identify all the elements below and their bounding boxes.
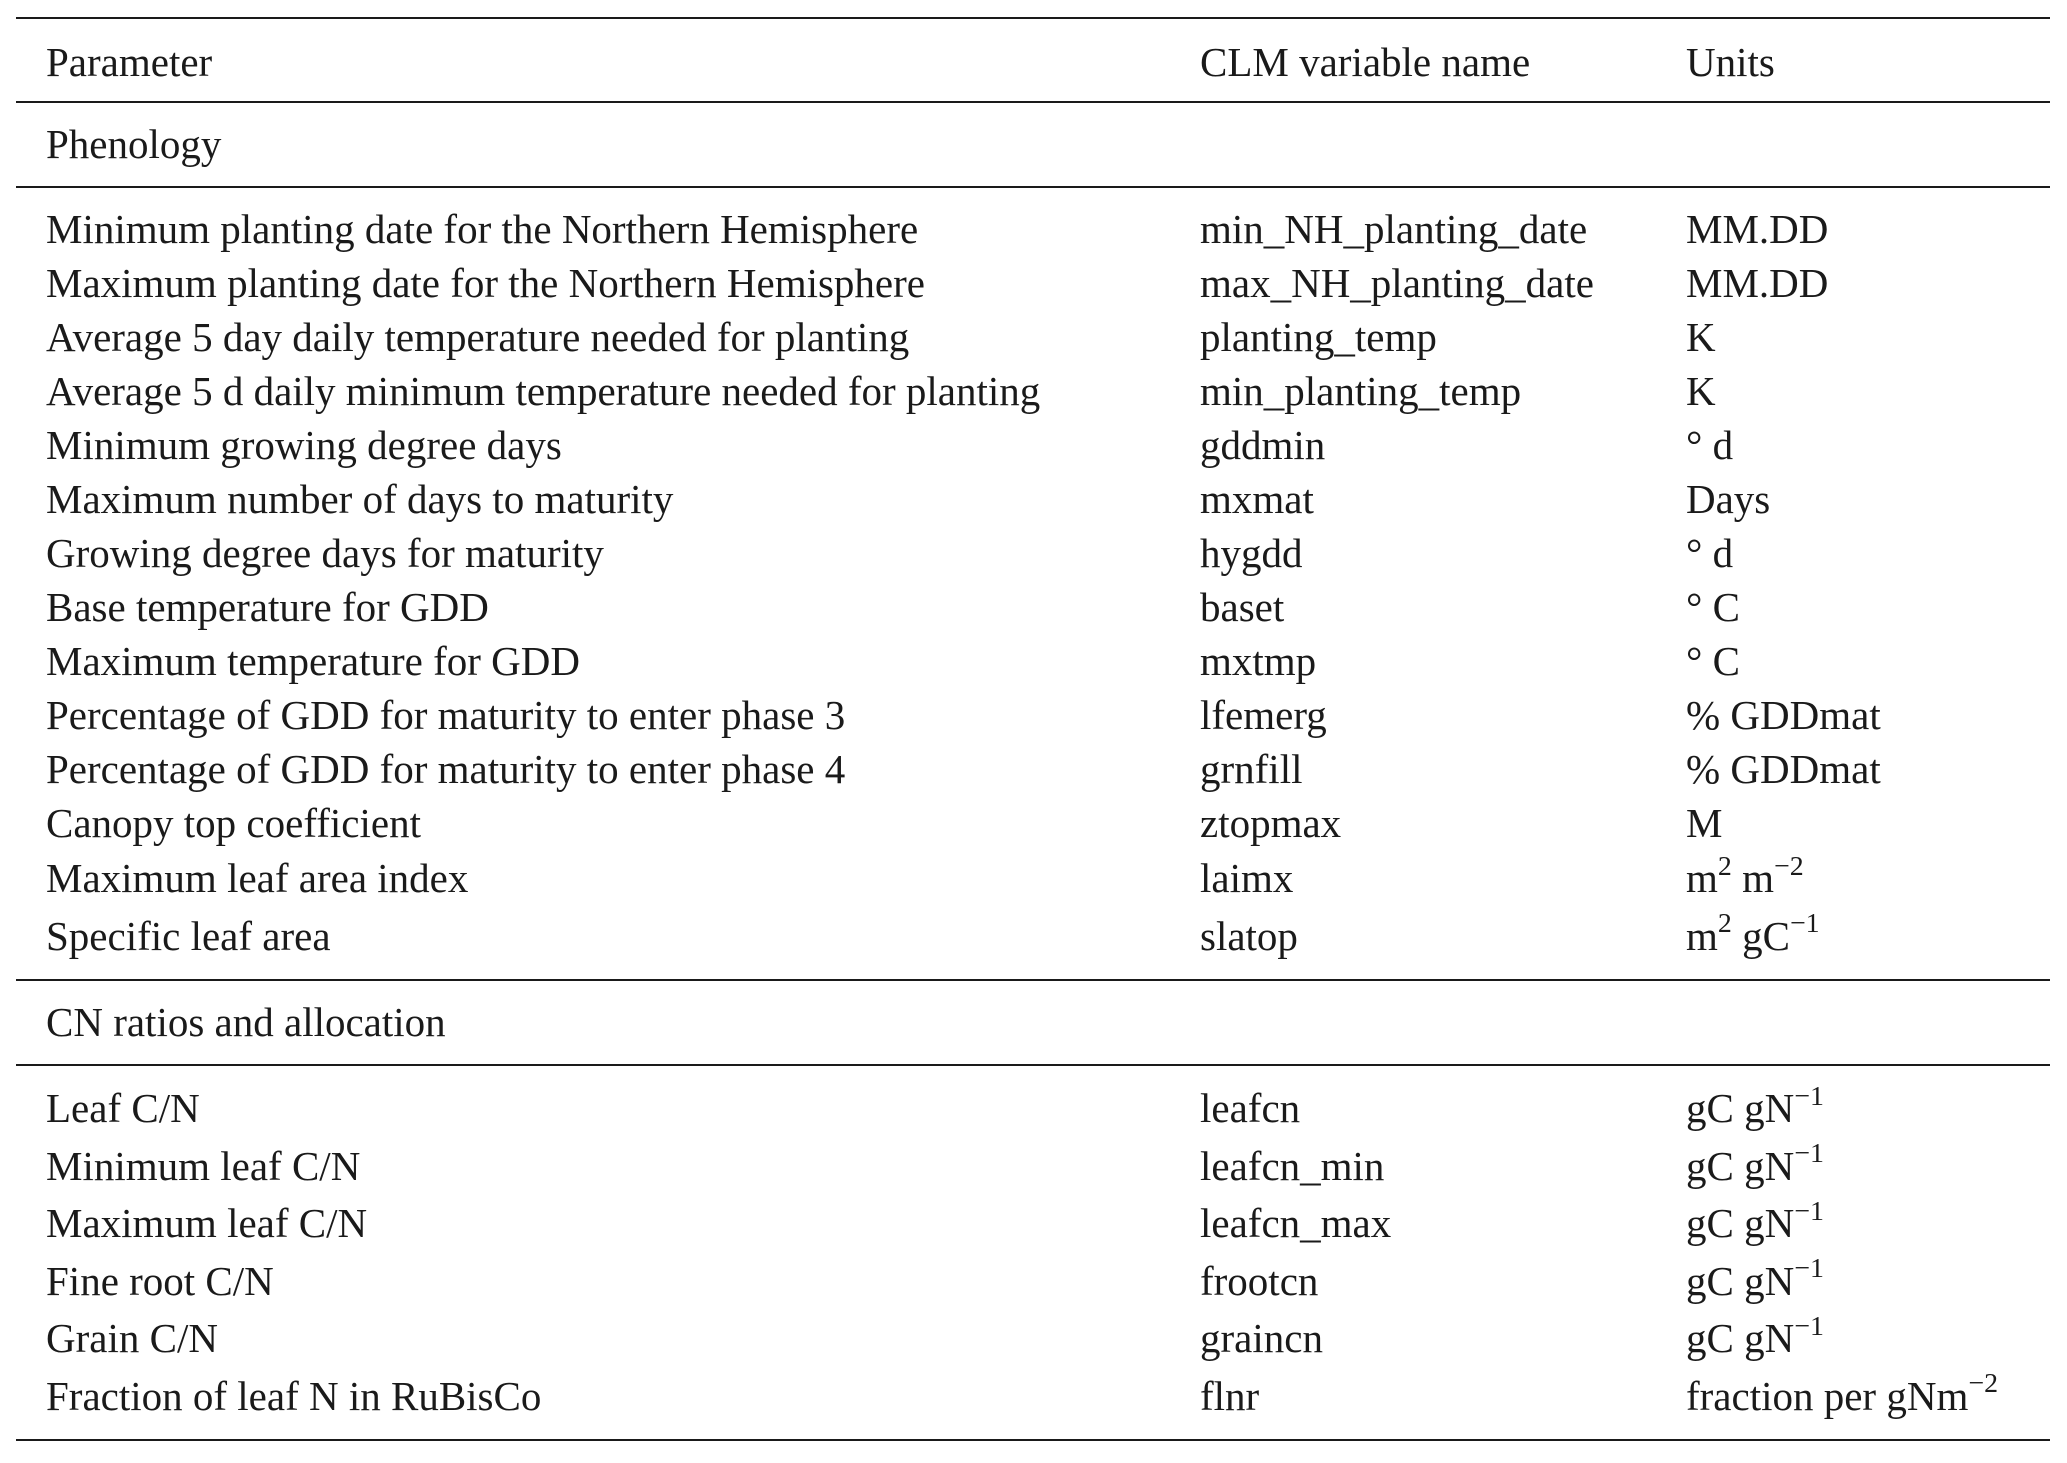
- cell-variable-name: graincn: [1200, 1315, 1323, 1362]
- cell-parameter: Grain C/N: [46, 1315, 218, 1362]
- cell-parameter: Average 5 d daily minimum temperature needed for planting: [46, 367, 1041, 414]
- table-row: [16, 688, 2050, 742]
- cell-parameter: Maximum temperature for GDD: [46, 637, 580, 684]
- section-title: Phenology: [16, 102, 2050, 187]
- cell-parameter: Maximum leaf area index: [46, 855, 469, 902]
- section-end-rule: [16, 965, 2050, 980]
- cell-variable-name: slatop: [1200, 912, 1298, 959]
- cell-units: [1686, 1310, 2050, 1368]
- cell-units: [1686, 1080, 2050, 1138]
- cell-units: K: [1686, 367, 1716, 414]
- cell-variable-name: flnr: [1200, 1372, 1260, 1419]
- cell-units: MM.DD: [1686, 205, 1829, 252]
- cell-parameter: Fraction of leaf N in RuBisCo: [46, 1372, 542, 1419]
- cell-parameter: Minimum leaf C/N: [46, 1142, 361, 1189]
- table-header-row: [16, 18, 2050, 102]
- units-exponent: −2: [1968, 1368, 1999, 1400]
- cell-parameter: Leaf C/N: [46, 1085, 200, 1132]
- cell-variable-name: min_planting_temp: [1200, 367, 1522, 414]
- cell-parameter: Maximum number of days to maturity: [46, 475, 674, 522]
- cell-units: M: [1686, 799, 1723, 846]
- cell-variable-name: leafcn_max: [1200, 1200, 1392, 1247]
- table-row: [16, 256, 2050, 310]
- cell-units: [1686, 908, 2050, 966]
- units-exponent: −1: [1794, 1310, 1824, 1342]
- cell-variable-name: gddmin: [1200, 421, 1326, 468]
- cell-units: [1686, 1138, 2050, 1196]
- table-row: [16, 742, 2050, 796]
- spacer-cell: [16, 187, 2050, 202]
- table-row: [16, 472, 2050, 526]
- cell-parameter: Fine root C/N: [46, 1257, 274, 1304]
- cell-units: [1686, 1253, 2050, 1311]
- units-exponent: −1: [1794, 1195, 1824, 1227]
- cell-parameter: Maximum leaf C/N: [46, 1200, 368, 1247]
- units-base: gC gN: [1686, 1200, 1795, 1247]
- table-body: [16, 102, 2050, 1440]
- cell-parameter: Percentage of GDD for maturity to enter phase 3: [46, 691, 846, 738]
- spacer-row: [16, 187, 2050, 202]
- section-title: CN ratios and allocation: [16, 980, 2050, 1065]
- spacer-row: [16, 1065, 2050, 1080]
- cell-units: ° C: [1686, 637, 1740, 684]
- cell-variable-name: lfemerg: [1200, 691, 1327, 738]
- spacer-cell: [16, 1425, 2050, 1440]
- units-base: gC: [1731, 912, 1790, 959]
- cell-variable-name: baset: [1200, 583, 1285, 630]
- cell-parameter: Base temperature for GDD: [46, 583, 489, 630]
- units-exponent: −1: [1789, 908, 1820, 940]
- cell-parameter: Canopy top coefficient: [46, 799, 421, 846]
- cell-variable-name: planting_temp: [1200, 313, 1437, 360]
- units-exponent: 2: [1717, 850, 1732, 882]
- section-end-rule: [16, 1425, 2050, 1440]
- units-exponent: −2: [1774, 850, 1804, 882]
- table-row: [16, 1310, 2050, 1368]
- table-row: [16, 1253, 2050, 1311]
- cell-variable-name: min_NH_planting_date: [1200, 205, 1588, 252]
- section-header-row: [16, 102, 2050, 187]
- cell-units: K: [1686, 313, 1716, 360]
- table-row: [16, 1368, 2050, 1426]
- units-base: m: [1731, 855, 1774, 902]
- table-row: [16, 364, 2050, 418]
- table-row: [16, 908, 2050, 966]
- table-row: [16, 796, 2050, 850]
- cell-parameter: Minimum growing degree days: [46, 421, 562, 468]
- cell-units: ° d: [1686, 421, 1734, 468]
- parameter-table-container: [16, 17, 2050, 1441]
- table-row: [16, 1138, 2050, 1196]
- table-row: [16, 850, 2050, 908]
- units-base: m: [1686, 855, 1718, 902]
- units-base: m: [1686, 912, 1718, 959]
- table-row: [16, 1195, 2050, 1253]
- cell-variable-name: laimx: [1200, 855, 1294, 902]
- units-exponent: 2: [1717, 908, 1732, 940]
- cell-parameter: Minimum planting date for the Northern Hemisphere: [46, 205, 919, 252]
- cell-parameter: Percentage of GDD for maturity to enter phase 4: [46, 745, 846, 792]
- units-base: gC gN: [1686, 1142, 1795, 1189]
- cell-units: [1686, 1368, 2050, 1426]
- cell-units: ° d: [1686, 529, 1734, 576]
- cell-parameter: Average 5 day daily temperature needed for planting: [46, 313, 910, 360]
- cell-variable-name: max_NH_planting_date: [1200, 259, 1594, 306]
- table-row: [16, 634, 2050, 688]
- units-base: gC gN: [1686, 1085, 1795, 1132]
- section-header-row: [16, 980, 2050, 1065]
- cell-units: % GDDmat: [1686, 691, 1881, 738]
- cell-variable-name: grnfill: [1200, 745, 1303, 792]
- units-base: gC gN: [1686, 1315, 1795, 1362]
- cell-variable-name: leafcn: [1200, 1085, 1301, 1132]
- units-base: gC gN: [1686, 1257, 1795, 1304]
- cell-variable-name: mxmat: [1200, 475, 1314, 522]
- cell-variable-name: hygdd: [1200, 529, 1303, 576]
- table-row: [16, 526, 2050, 580]
- units-exponent: −1: [1794, 1138, 1824, 1170]
- cell-units: Days: [1686, 475, 1771, 522]
- table-row: [16, 580, 2050, 634]
- cell-variable-name: leafcn_min: [1200, 1142, 1385, 1189]
- spacer-cell: [16, 1065, 2050, 1080]
- cell-variable-name: mxtmp: [1200, 637, 1317, 684]
- cell-parameter: Specific leaf area: [46, 912, 331, 959]
- header-units: Units: [1686, 18, 2050, 102]
- units-base: fraction per gNm: [1686, 1372, 1969, 1419]
- cell-variable-name: frootcn: [1200, 1257, 1319, 1304]
- header-parameter: Parameter: [16, 18, 1200, 102]
- parameter-table: [16, 17, 2050, 1441]
- units-exponent: −1: [1794, 1253, 1824, 1285]
- cell-parameter: Growing degree days for maturity: [46, 529, 604, 576]
- header-clm-variable-name: CLM variable name: [1200, 18, 1686, 102]
- cell-variable-name: ztopmax: [1200, 799, 1342, 846]
- cell-units: [1686, 1195, 2050, 1253]
- cell-units: ° C: [1686, 583, 1740, 630]
- table-row: [16, 418, 2050, 472]
- table-row: [16, 310, 2050, 364]
- table-row: [16, 202, 2050, 256]
- cell-parameter: Maximum planting date for the Northern Hemisphere: [46, 259, 925, 306]
- cell-units: % GDDmat: [1686, 745, 1881, 792]
- cell-units: MM.DD: [1686, 259, 1829, 306]
- units-exponent: −1: [1794, 1080, 1824, 1112]
- table-row: [16, 1080, 2050, 1138]
- spacer-cell: [16, 965, 2050, 980]
- cell-units: [1686, 850, 2050, 908]
